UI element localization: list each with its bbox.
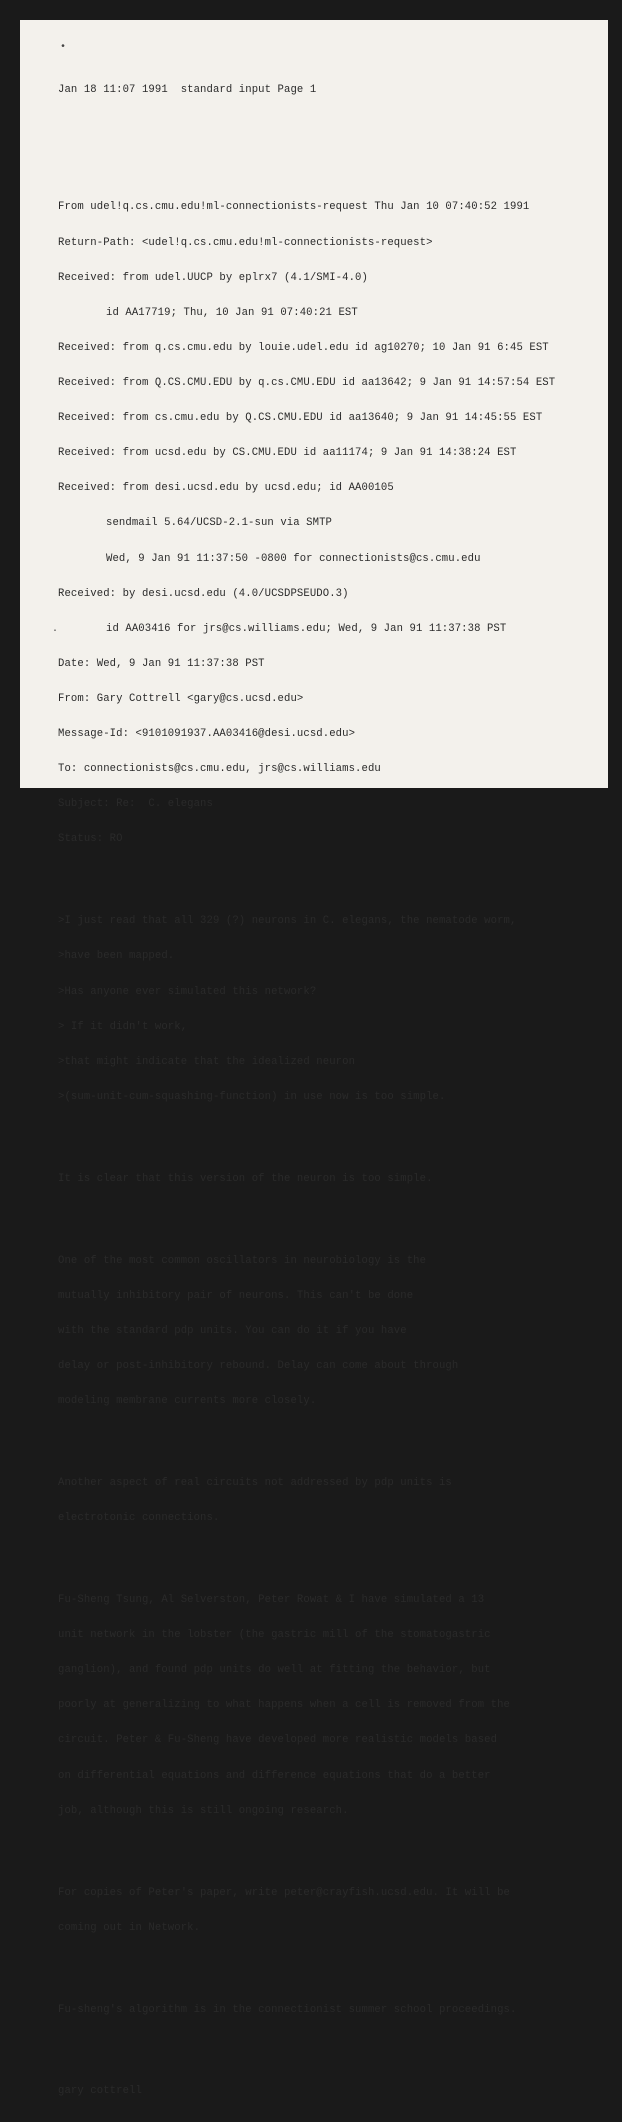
quoted-line: >I just read that all 329 (?) neurons in C. elegans, the nematode worm, — [58, 915, 517, 928]
body-line: For copies of Peter's paper, write peter@crayfish.ucsd.edu. It will be — [58, 1886, 511, 1899]
body-line: modeling membrane currents more closely. — [58, 1395, 317, 1408]
quoted-line: >(sum-unit-cum-squashing-function) in use now is too simple. — [58, 1090, 446, 1103]
page-header: Jan 18 11:07 1991 standard input Page 1 — [58, 84, 317, 97]
subject-line: Subject: Re: C. elegans — [58, 798, 213, 811]
body-line: One of the most common oscillators in neurobiology is the — [58, 1254, 427, 1267]
message-id-line: Message-Id: <9101091937.AA03416@desi.ucsd.edu> — [58, 728, 356, 741]
body-line: circuit. Peter & Fu-Sheng have developed more realistic models based — [58, 1734, 498, 1747]
body-line: mutually inhibitory pair of neurons. This can't be done — [58, 1289, 414, 1302]
body-line: Fu-Sheng Tsung, Al Selverston, Peter Rowat & I have simulated a 13 — [58, 1594, 485, 1606]
header-line: Received: from cs.cmu.edu by Q.CS.CMU.EDU id aa13640; 9 Jan 91 14:45:55 EST — [58, 412, 543, 425]
body-line: with the standard pdp units. You can do it if you have — [58, 1324, 407, 1337]
header-line: Received: from desi.ucsd.edu by ucsd.edu; id AA00105 — [58, 482, 394, 495]
header-line: Received: from Q.CS.CMU.EDU by q.cs.CMU.EDU id aa13642; 9 Jan 91 14:57:54 EST — [58, 376, 556, 389]
header-line: Received: by desi.ucsd.edu (4.0/UCSDPSEUDO.3) — [58, 587, 349, 600]
signature: gary cottrell — [58, 2085, 142, 2098]
body-line: electrotonic connections. — [58, 1512, 220, 1525]
header-line: Wed, 9 Jan 91 11:37:50 -0800 for connectionists@cs.cmu.edu — [106, 552, 481, 565]
status-line: Status: RO — [58, 833, 123, 846]
quoted-line: >have been mapped. — [58, 950, 175, 963]
body-line: on differential equations and difference equations that do a better — [58, 1769, 491, 1782]
quoted-line: >Has anyone ever simulated this network? — [58, 985, 317, 998]
body-line: ganglion), and found pdp units do well at fitting the behavior, but — [58, 1664, 491, 1677]
body-line: delay or post-inhibitory rebound. Delay can come about through — [58, 1359, 459, 1372]
to-line: To: connectionists@cs.cmu.edu, jrs@cs.williams.edu — [58, 763, 381, 776]
speck-mark: • — [60, 42, 67, 53]
email-text — [58, 62, 555, 2122]
margin-mark: · — [52, 626, 59, 637]
from-line: From: Gary Cottrell <gary@cs.ucsd.edu> — [58, 692, 304, 705]
body-line: coming out in Network. — [58, 1921, 201, 1934]
body-line: poorly at generalizing to what happens when a cell is removed from the — [58, 1699, 511, 1712]
body-line: Another aspect of real circuits not addressed by pdp units is — [58, 1476, 452, 1489]
header-line: id AA03416 for jrs@cs.williams.edu; Wed, 9 Jan 91 11:37:38 PST — [106, 622, 507, 635]
header-line: From udel!q.cs.cmu.edu!ml-connectionists-request Thu Jan 10 07:40:52 1991 — [58, 201, 530, 214]
header-line: Received: from q.cs.cmu.edu by louie.udel.edu id ag10270; 10 Jan 91 6:45 EST — [58, 341, 549, 354]
body-line: unit network in the lobster (the gastric mill of the stomatogastric — [58, 1629, 491, 1642]
body-line: job, although this is still ongoing research. — [58, 1804, 349, 1817]
header-line: Received: from ucsd.edu by CS.CMU.EDU id aa11174; 9 Jan 91 14:38:24 EST — [58, 447, 517, 460]
body-paragraph-6: Fu-sheng's algorithm is in the connectionist summer school proceedings. — [58, 2003, 517, 2016]
date-line: Date: Wed, 9 Jan 91 11:37:38 PST — [58, 657, 265, 670]
header-line: sendmail 5.64/UCSD-2.1-sun via SMTP — [106, 517, 333, 530]
header-line: id AA17719; Thu, 10 Jan 91 07:40:21 EST — [106, 306, 358, 319]
document-page — [20, 20, 608, 2098]
header-line: Received: from udel.UUCP by eplrx7 (4.1/SMI-4.0) — [58, 271, 368, 284]
body-paragraph-1: It is clear that this version of the neuron is too simple. — [58, 1172, 433, 1185]
header-line: Return-Path: <udel!q.cs.cmu.edu!ml-connectionists-request> — [58, 236, 433, 249]
quoted-line: > If it didn't work, — [58, 1020, 188, 1033]
quoted-line: >that might indicate that the idealized neuron — [58, 1055, 356, 1068]
